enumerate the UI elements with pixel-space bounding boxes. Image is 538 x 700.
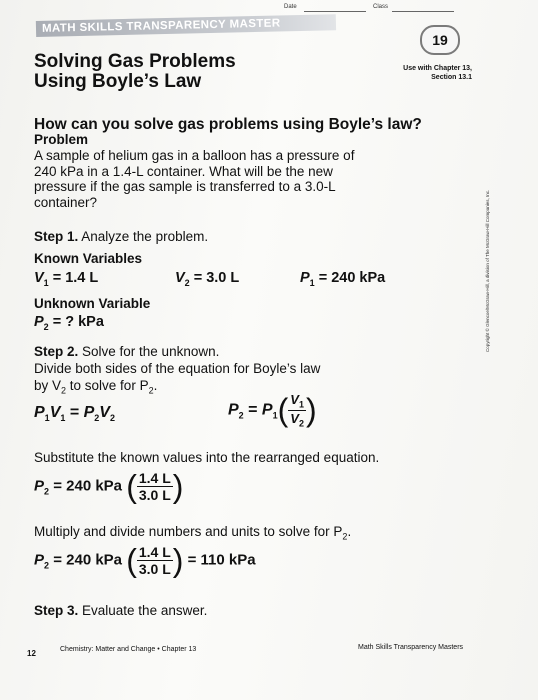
use-with-line-2: Section 13.1: [431, 74, 472, 81]
step-1: [34, 229, 208, 245]
title-line-2: Using Boyle’s Law: [34, 71, 202, 92]
substitute-line: Substitute the known values into the rearranged equation.: [34, 450, 380, 465]
unknown-variable-heading: Unknown Variable: [34, 296, 151, 311]
result-fraction-numerator: 1.4 L: [138, 544, 171, 560]
step-1-label: Step 1.: [34, 229, 79, 244]
footer-left: Chemistry: Matter and Change • Chapter 13: [60, 646, 197, 653]
footer-right: Math Skills Transparency Masters: [358, 644, 464, 651]
rearranged-equation: $P_2 = P_1$( $\frac{V_1}{V_2}$ ): [228, 392, 317, 429]
problem-text: [34, 148, 454, 210]
problem-line: 240 kPa in a 1.4-L container. What will be the new: [34, 163, 333, 179]
step-2-line-1: Divide both sides of the equation for Boyle’s law: [34, 361, 321, 376]
multiply-line: Multiply and divide numbers and units to solve for $P_2$.: [34, 524, 352, 542]
class-label: Class: [373, 4, 389, 10]
result-fraction-denominator: 3.0 L: [138, 561, 171, 577]
date-label: Date: [284, 4, 297, 10]
known-variables-heading: Known Variables: [34, 251, 143, 266]
known-p1: $P_1 = 240$ kPa: [300, 270, 386, 288]
substitution-equation: $P_2 = 240$ kPa ( $\frac{1.4 L}{3.0 L}$ ): [34, 468, 184, 505]
problem-line: pressure if the gas sample is transferred to a 3.0-L: [34, 179, 336, 194]
step-2-line-2: by $V_2$ to solve for $P_2$.: [34, 378, 158, 396]
step-2-label: Step 2.: [34, 344, 79, 359]
known-v2: $V_2 = 3.0$ L: [175, 270, 240, 288]
step-2-text: Solve for the unknown.: [78, 344, 220, 359]
page-number: 12: [27, 649, 36, 658]
worksheet-title: [34, 52, 236, 92]
class-line: [392, 11, 454, 12]
date-line: [304, 11, 366, 12]
copyright-notice: Copyright © Glencoe/McGraw-Hill, a division of The McGraw-Hill Companies, Inc.: [485, 189, 490, 352]
step-2: [34, 344, 219, 360]
problem-heading: Problem: [34, 132, 89, 147]
result-equation: $P_2 = 240$ kPa ( $\frac{1.4 L}{3.0 L}$ ) = 110 kPa: [34, 542, 256, 579]
boyles-law-equation: $P_1V_1 = P_2V_2$: [34, 404, 115, 424]
step-1-text: Analyze the problem.: [78, 229, 209, 244]
question-heading: How can you solve gas problems using Boyle’s law?: [34, 116, 422, 133]
step-3-label: Step 3.: [34, 603, 79, 618]
transparency-banner: MATH SKILLS TRANSPARENCY MASTER: [36, 14, 336, 37]
problem-line: A sample of helium gas in a balloon has a pressure of: [34, 148, 355, 163]
use-with-note: [360, 64, 472, 82]
step-3-text: Evaluate the answer.: [78, 603, 208, 618]
problem-line: container?: [34, 194, 98, 210]
title-line-1: Solving Gas Problems: [34, 51, 236, 72]
fraction-denominator: 3.0 L: [138, 487, 171, 503]
known-v1: $V_1 = 1.4$ L: [34, 270, 99, 288]
use-with-line-1: Use with Chapter 13,: [403, 65, 472, 72]
result-value: = 110 kPa: [187, 551, 256, 569]
unknown-p2: $P_2$ = ? kPa: [34, 314, 104, 332]
fraction-numerator: 1.4 L: [138, 470, 171, 486]
master-number-badge: 19: [420, 25, 460, 55]
step-3: [34, 603, 207, 619]
